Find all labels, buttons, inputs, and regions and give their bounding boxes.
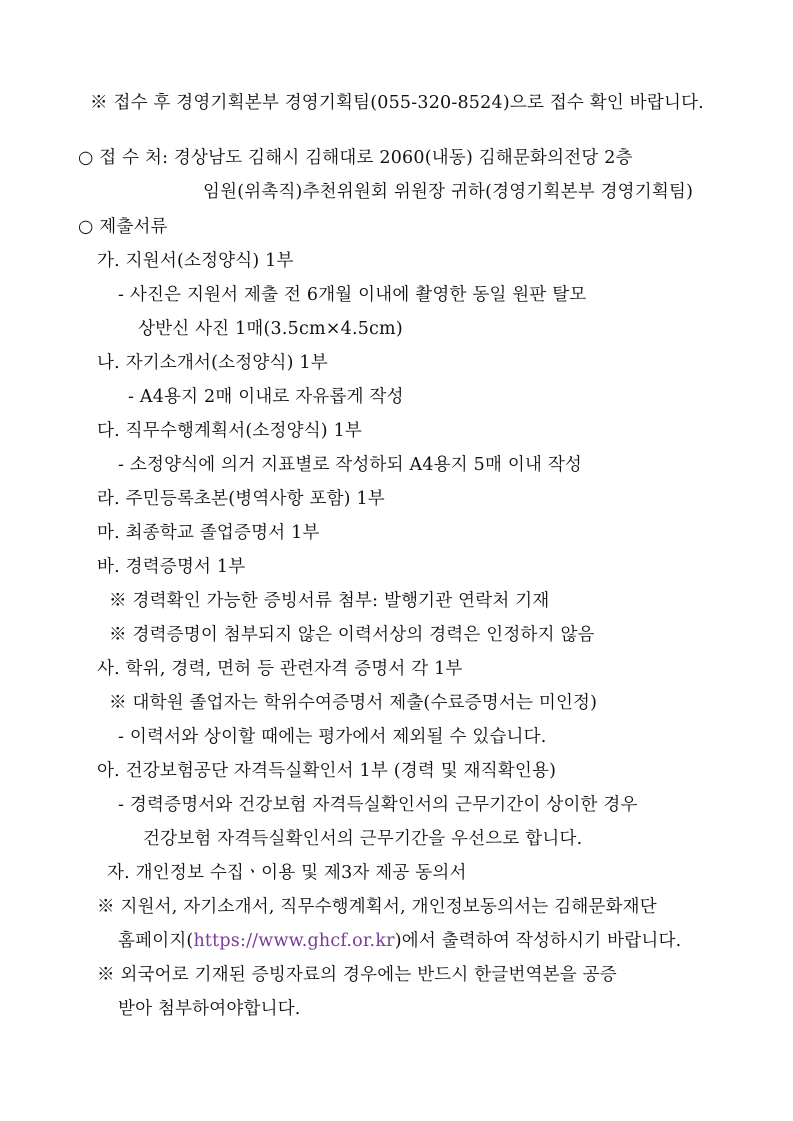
item-ga: 가. 지원서(소정양식) 1부 <box>97 251 294 271</box>
item-na: 나. 자기소개서(소정양식) 1부 <box>97 353 328 373</box>
documents-heading: ○ 제출서류 <box>78 217 168 237</box>
item-ba: 바. 경력증명서 1부 <box>97 557 246 577</box>
foreign-docs-note-line-1: ※ 외국어로 기재된 증빙자료의 경우에는 반드시 한글번역본을 공증 <box>97 965 617 985</box>
item-sa: 사. 학위, 경력, 면허 등 관련자격 증명서 각 1부 <box>97 659 463 679</box>
item-ja: 자. 개인정보 수집ㆍ이용 및 제3자 제공 동의서 <box>107 863 467 883</box>
contact-notice: ※ 접수 후 경영기획본부 경영기획팀(055-320-8524)으로 접수 확인 바랍니다. <box>90 93 704 113</box>
item-a-note-2: 건강보험 자격득실확인서의 근무기간을 우선으로 합니다. <box>143 829 583 849</box>
item-sa-note-1: ※ 대학원 졸업자는 학위수여증명서 제출(수료증명서는 미인정) <box>109 693 598 713</box>
item-ga-note-2: 상반신 사진 1매(3.5cm×4.5cm) <box>138 319 403 339</box>
forms-note-prefix: 홈페이지( <box>118 931 194 951</box>
forms-note-suffix: )에서 출력하여 작성하시기 바랍니다. <box>394 931 682 951</box>
item-sa-note-2: - 이력서와 상이할 때에는 평가에서 제외될 수 있습니다. <box>118 727 547 747</box>
item-da: 다. 직무수행계획서(소정양식) 1부 <box>97 421 363 441</box>
forms-note-line-1: ※ 지원서, 자기소개서, 직무수행계획서, 개인정보동의서는 김해문화재단 <box>97 897 657 917</box>
item-ba-note-1: ※ 경력확인 가능한 증빙서류 첨부: 발행기관 연락처 기재 <box>109 591 550 611</box>
homepage-link[interactable]: https://www.ghcf.or.kr <box>193 931 395 951</box>
item-ra: 라. 주민등록초본(병역사항 포함) 1부 <box>97 489 385 509</box>
item-a-note-1: - 경력증명서와 건강보험 자격득실확인서의 근무기간이 상이한 경우 <box>118 795 638 815</box>
item-na-note: - A4용지 2매 이내로 자유롭게 작성 <box>128 387 404 407</box>
foreign-docs-note-line-2: 받아 첨부하여야합니다. <box>118 999 301 1019</box>
item-ba-note-2: ※ 경력증명이 첨부되지 않은 이력서상의 경력은 인정하지 않음 <box>109 625 595 645</box>
forms-note-line-2 <box>118 929 681 953</box>
item-da-note: - 소정양식에 의거 지표별로 작성하되 A4용지 5매 이내 작성 <box>118 455 583 475</box>
item-ga-note-1: - 사진은 지원서 제출 전 6개월 이내에 촬영한 동일 원판 탈모 <box>118 285 587 305</box>
item-a: 아. 건강보험공단 자격득실확인서 1부 (경력 및 재직확인용) <box>97 761 557 781</box>
item-ma: 마. 최종학교 졸업증명서 1부 <box>97 523 320 543</box>
submission-addressee: 임원(위촉직)추천위원회 위원장 귀하(경영기획본부 경영기획팀) <box>203 182 694 202</box>
submission-place: ○ 접 수 처: 경상남도 김해시 김해대로 2060(내동) 김해문화의전당 2층 <box>78 148 633 168</box>
